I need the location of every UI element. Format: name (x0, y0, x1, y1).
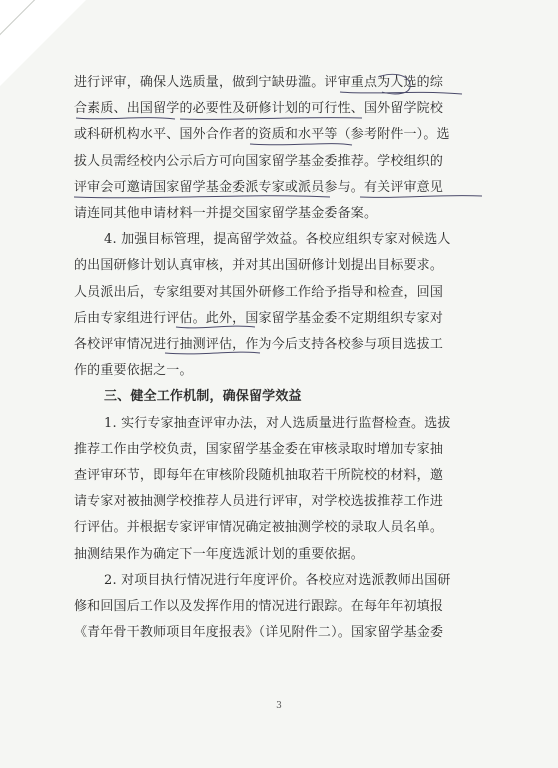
text-line: 后由专家组进行评估。此外，国家留学基金委不定期组织专家对 (74, 310, 444, 326)
text-line: 拔人员需经校内公示后方可向国家留学基金委推荐。学校组织的 (74, 153, 444, 169)
text-line: 作的重要依据之一。 (74, 363, 193, 379)
text-line: 请连同其他申请材料一并提交国家留学基金委备案。 (74, 206, 378, 222)
text-line: 抽测结果作为确定下一年度选派计划的重要依据。 (74, 546, 364, 562)
handwritten-circle (378, 74, 410, 94)
text-line: 进行评审，确保人选质量，做到宁缺毋滥。评审重点为人选的综 (74, 75, 444, 90)
text-line: 请专家对被抽测学校推荐人员进行评审，对学校选拔推荐工作进 (74, 494, 444, 510)
handwritten-underline (74, 196, 330, 198)
section-heading: 三、健全工作机制，确保留学效益 (104, 389, 302, 405)
text-line: 推荐工作由学校负责，国家留学基金委在审核录取时增加专家抽 (74, 441, 444, 457)
handwritten-underline (165, 352, 260, 354)
text-line: 评审会可邀请国家留学基金委派专家或派员参与。有关评审意见 (74, 179, 444, 195)
handwritten-underline (360, 196, 482, 198)
handwritten-underline (180, 118, 362, 120)
text-line: 行评估。并根据专家评审情况确定被抽测学校的录取人员名单。 (74, 520, 444, 536)
text-line: 或科研机构水平、国外合作者的资质和水平等（参考附件一）。选 (74, 127, 450, 143)
text-line: 修和回国后工作以及发挥作用的情况进行跟踪。在每年年初填报 (74, 599, 444, 615)
paragraph-start: 1. 实行专家抽查评审办法，对人选质量进行监督检查。选拔 (104, 415, 451, 431)
handwritten-underline (176, 326, 255, 328)
text-line: 合素质、出国留学的必要性及研修计划的可行性、国外留学院校 (74, 101, 444, 117)
text-line: 人员派出后，专家组要对其国外研修工作给予指导和检查，回国 (74, 284, 444, 300)
handwritten-underline (250, 144, 352, 145)
page-number: 3 (276, 701, 282, 711)
handwritten-underline (76, 118, 175, 119)
text-line: 各校评审情况进行抽测评估，作为今后支持各校参与项目选拔工 (74, 337, 444, 353)
text-line: 《青年骨干教师项目年度报表》（详见附件二）。国家留学基金委 (74, 625, 444, 641)
text-line: 的出国研修计划认真审核，并对其出国研修计划提出目标要求。 (74, 258, 444, 274)
paragraph-start: 2. 对项目执行情况进行年度评价。各校应对选派教师出国研 (104, 572, 451, 588)
paragraph-start: 4. 加强目标管理，提高留学效益。各校应组织专家对候选人 (104, 232, 451, 248)
text-line: 查评审环节，即每年在审核阶段随机抽取若干所院校的材料，邀 (74, 468, 444, 484)
